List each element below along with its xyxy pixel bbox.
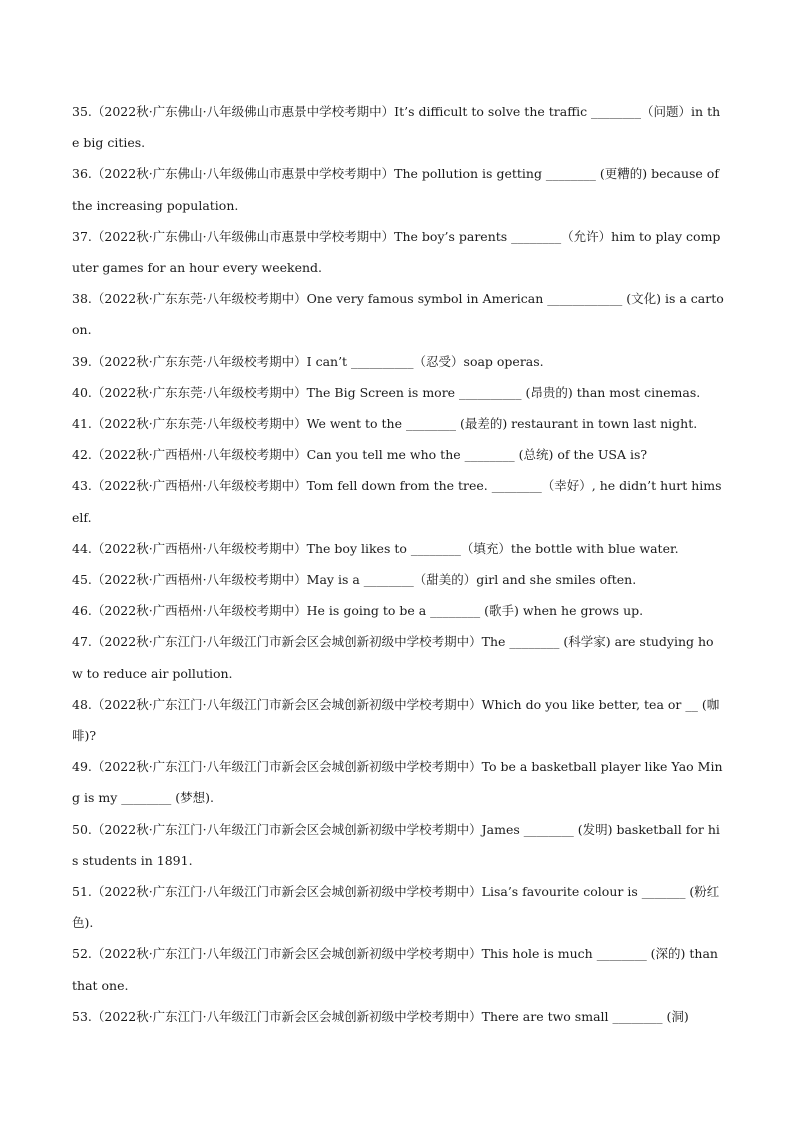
question-number: 48. (72, 696, 92, 712)
question-40 (72, 377, 724, 408)
question-number: 41. (72, 416, 92, 432)
question-source: （2022秋·广东江门·八年级江门市新会区会城创新初级中学校考期中） (91, 696, 482, 712)
question-48 (72, 689, 724, 751)
question-47 (72, 626, 724, 688)
question-number: 46. (72, 603, 92, 619)
question-source: （2022秋·广东江门·八年级江门市新会区会城创新初级中学校考期中） (91, 1008, 482, 1024)
question-44 (72, 533, 724, 564)
question-text: The ________ (科学家) are studying how to reduce air pollution. (72, 634, 714, 681)
question-source: （2022秋·广东江门·八年级江门市新会区会城创新初级中学校考期中） (91, 946, 482, 962)
question-source: （2022秋·广东江门·八年级江门市新会区会城创新初级中学校考期中） (91, 634, 482, 650)
question-number: 39. (72, 353, 92, 369)
question-37 (72, 221, 724, 283)
question-text: We went to the ________ (最差的) restaurant in town last night. (306, 416, 698, 432)
question-number: 44. (72, 540, 92, 556)
question-number: 40. (72, 384, 92, 400)
question-number: 38. (72, 291, 92, 307)
question-source: （2022秋·广东东莞·八年级校考期中） (91, 353, 307, 369)
question-source: （2022秋·广东东莞·八年级校考期中） (91, 384, 307, 400)
question-source: （2022秋·广西梧州·八年级校考期中） (91, 478, 307, 494)
question-number: 45. (72, 572, 92, 588)
question-source: （2022秋·广东佛山·八年级佛山市惠景中学校考期中） (91, 104, 395, 119)
question-46 (72, 595, 724, 626)
question-text: To be a basketball player like Yao Ming is my ________ (梦想). (72, 759, 723, 806)
question-list (72, 96, 724, 1032)
question-number: 47. (72, 634, 92, 650)
question-source: （2022秋·广西梧州·八年级校考期中） (91, 447, 307, 463)
question-35 (72, 96, 724, 158)
question-number: 50. (72, 821, 92, 837)
question-text: This hole is much ________ (深的) than that one. (72, 946, 718, 993)
question-source: （2022秋·广东江门·八年级江门市新会区会城创新初级中学校考期中） (91, 759, 482, 775)
question-source: （2022秋·广东江门·八年级江门市新会区会城创新初级中学校考期中） (91, 884, 482, 900)
question-number: 42. (72, 447, 92, 463)
question-text: Which do you like better, tea or __ (咖啡)? (72, 696, 720, 744)
question-45 (72, 564, 724, 595)
question-text: Tom fell down from the tree. ________（幸好）, he didn’t hurt himself. (72, 478, 722, 525)
question-source: （2022秋·广东东莞·八年级校考期中） (91, 416, 307, 432)
question-51 (72, 876, 724, 938)
question-49 (72, 751, 724, 813)
question-42 (72, 439, 724, 470)
question-text: James ________ (发明) basketball for his students in 1891. (72, 821, 720, 868)
question-text: May is a ________（甜美的）girl and she smiles often. (306, 572, 637, 588)
question-source: （2022秋·广东佛山·八年级佛山市惠景中学校考期中） (91, 166, 395, 182)
question-43 (72, 470, 724, 532)
question-source: （2022秋·广西梧州·八年级校考期中） (91, 540, 307, 556)
question-source: （2022秋·广东佛山·八年级佛山市惠景中学校考期中） (91, 228, 395, 244)
question-38 (72, 283, 724, 345)
question-52 (72, 938, 724, 1000)
question-source: （2022秋·广西梧州·八年级校考期中） (91, 572, 307, 588)
question-text: It’s difficult to solve the traffic ________（问题）in the big cities. (72, 104, 721, 151)
question-50 (72, 814, 724, 876)
question-source: （2022秋·广东江门·八年级江门市新会区会城创新初级中学校考期中） (91, 821, 482, 837)
question-text: The boy likes to ________（填充）the bottle with blue water. (306, 540, 679, 556)
question-text: He is going to be a ________ (歌手) when he grows up. (306, 603, 644, 619)
question-text: The Big Screen is more __________ (昂贵的) than most cinemas. (306, 384, 701, 400)
question-text: The pollution is getting ________ (更糟的) because of the increasing population. (72, 166, 719, 213)
question-number: 43. (72, 478, 92, 494)
question-source: （2022秋·广东东莞·八年级校考期中） (91, 291, 307, 307)
question-text: The boy’s parents ________（允许）him to play computer games for an hour every weekend. (72, 228, 721, 276)
question-text: Can you tell me who the ________ (总统) of the USA is? (306, 447, 648, 463)
question-number: 35. (72, 104, 92, 119)
question-number: 49. (72, 759, 92, 775)
question-number: 52. (72, 946, 92, 962)
question-text: Lisa’s favourite colour is _______ (粉红色). (72, 884, 720, 931)
question-text: I can’t __________（忍受）soap operas. (306, 353, 544, 369)
question-number: 53. (72, 1008, 92, 1024)
question-number: 36. (72, 166, 92, 182)
question-source: （2022秋·广西梧州·八年级校考期中） (91, 603, 307, 619)
question-text: One very famous symbol in American ____________ (文化) is a cartoon. (72, 291, 724, 338)
question-36 (72, 158, 724, 220)
question-53 (72, 1001, 724, 1032)
question-number: 37. (72, 228, 92, 244)
question-41 (72, 408, 724, 439)
question-text: There are two small ________ (洞) (481, 1008, 689, 1024)
question-39 (72, 346, 724, 377)
question-number: 51. (72, 884, 92, 900)
